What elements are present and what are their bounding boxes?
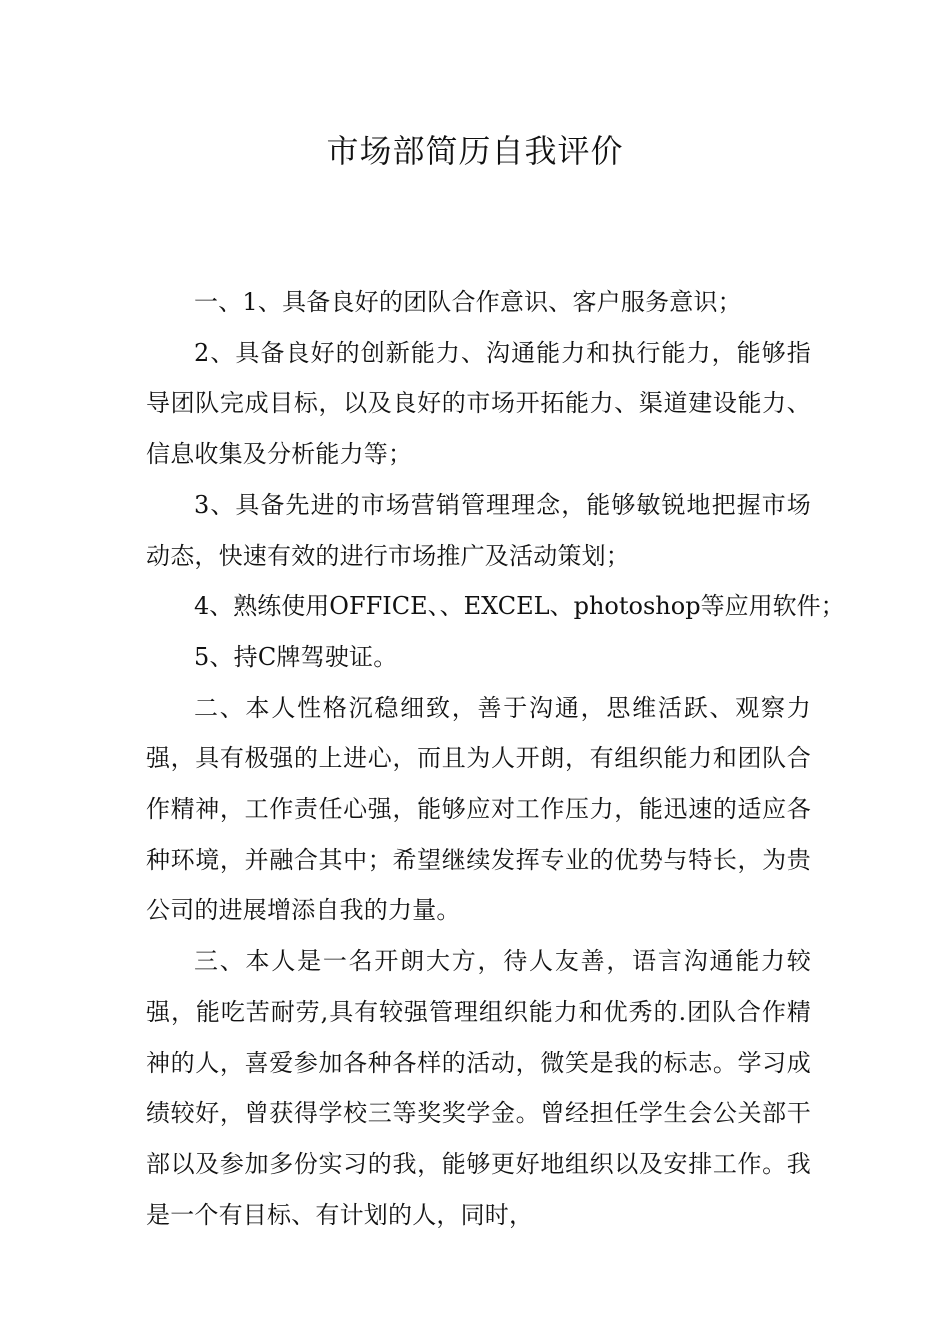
paragraph-2: 2、具备良好的创新能力、沟通能力和执行能力，能够指导团队完成目标，以及良好的市场开拓能力、渠道建设能力、信息收集及分析能力等； — [146, 338, 811, 469]
document-title: 市场部简历自我评价 — [326, 132, 624, 170]
paragraph-7: 三、本人是一名开朗大方，待人友善，语言沟通能力较强，能吃苦耐劳,具有较强管理组织能力和优秀的.团队合作精神的人，喜爱参加各种各样的活动，微笑是我的标志。学习成绩较好，曾获得学校三等奖奖学金。曾经担任学生会公关部干部以及参加多份实习的我，能够更好地组织以及安排工作。我是一个有目标、有计划的人，同时， — [146, 947, 811, 1229]
paragraph-5: 5、持C牌驾驶证。 — [194, 642, 398, 671]
paragraph-4: 4、熟练使用OFFICE、、EXCEL、photoshop等应用软件； — [194, 592, 845, 621]
document-body — [146, 277, 845, 1240]
paragraph-1: 一、1、具备良好的团队合作意识、客户服务意识； — [194, 288, 742, 316]
paragraph-6: 二、本人性格沉稳细致，善于沟通，思维活跃、观察力强，具有极强的上进心，而且为人开朗，有组织能力和团队合作精神，工作责任心强，能够应对工作压力，能迅速的适应各种环境，并融合其中；希望继续发挥专业的优势与特长，为贵公司的进展增添自我的力量。 — [146, 693, 811, 925]
paragraph-3: 3、具备先进的市场营销管理理念，能够敏锐地把握市场动态，快速有效的进行市场推广及活动策划； — [146, 490, 811, 570]
